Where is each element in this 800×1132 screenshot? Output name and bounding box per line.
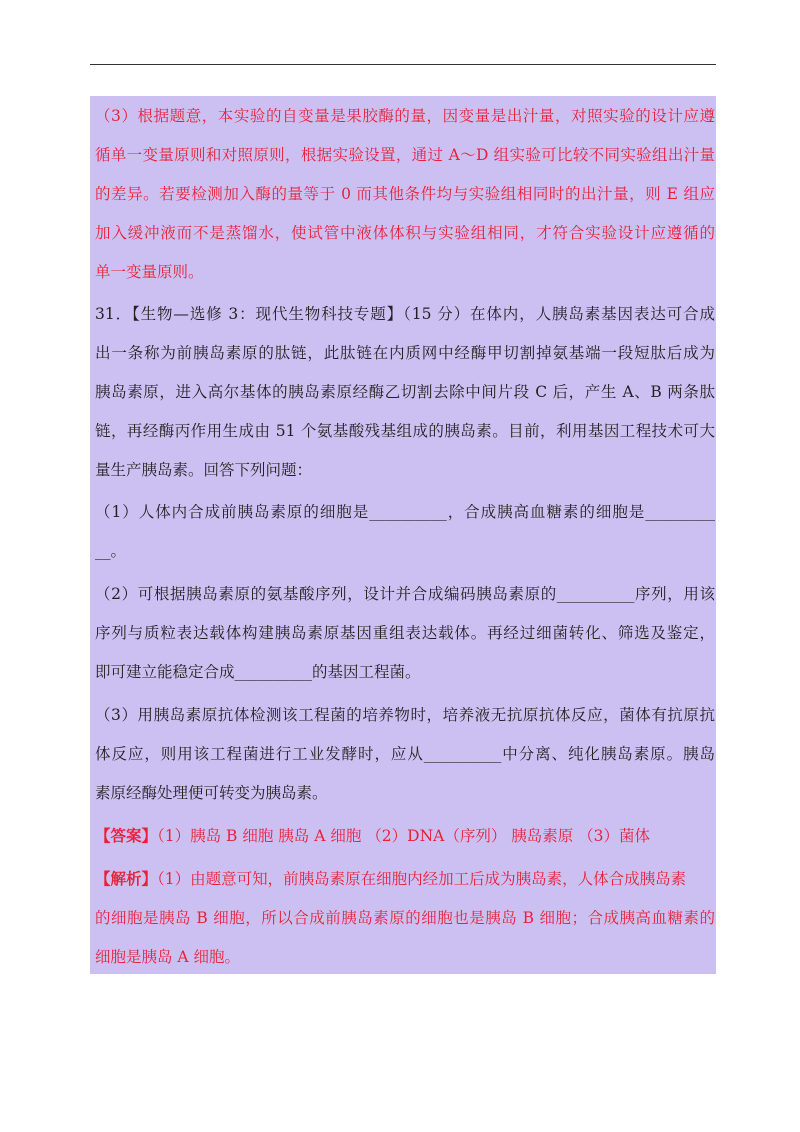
question-intro-line-2: 出一条称为前胰岛素原的肽链，此肽链在内质网中经酶甲切割掉氨基端一段短肽后成为 (95, 344, 715, 362)
analysis-prev-line-2: 循单一变量原则和对照原则，根据实验设置，通过 A～D 组实验可比较不同实验组出汁量 (95, 146, 715, 164)
analysis-first-line: （1）由题意可知，前胰岛素原在细胞内经加工后成为胰岛素，人体合成胰岛素 (157, 870, 687, 888)
question-intro-line-5: 量生产胰岛素。回答下列问题： (95, 461, 313, 479)
question-3-line-1: （3）用胰岛素原抗体检测该工程菌的培养物时，培养液无抗原抗体反应，菌体有抗原抗 (95, 706, 715, 724)
question-1-line-1: （1）人体内合成前胰岛素原的细胞是__________，合成胰高血糖素的细胞是_________ (95, 503, 715, 521)
question-1-line-2: __。 (95, 542, 127, 560)
analysis-tag: 【解析】 (95, 869, 158, 888)
analysis-prev-line-5: 单一变量原则。 (95, 263, 204, 281)
question-3-line-3: 素原经酶处理便可转变为胰岛素。 (95, 784, 328, 802)
question-intro-line-1: 31．【生物—选修 3：现代生物科技专题】（15 分）在体内，人胰岛素基因表达可合成 (95, 305, 715, 323)
analysis-prev-line-3: 的差异。若要检测加入酶的量等于 0 而其他条件均与实验组相同时的出汁量，则 E 组应 (95, 185, 715, 203)
question-2-line-1: （2）可根据胰岛素原的氨基酸序列，设计并合成编码胰岛素原的__________序列，用该 (95, 585, 715, 603)
answer-text: （1）胰岛 B 细胞 胰岛 A 细胞 （2）DNA（序列） 胰岛素原 （3）菌体 (157, 827, 651, 845)
question-3-line-2: 体反应，则用该工程菌进行工业发酵时，应从__________中分离、纯化胰岛素原。胰岛 (95, 745, 715, 763)
analysis-line-2: 的细胞是胰岛 B 细胞，所以合成前胰岛素原的细胞也是胰岛 B 细胞；合成胰高血糖素的 (95, 909, 715, 927)
answer-tag: 【答案】 (95, 826, 158, 845)
question-intro-line-4: 链，再经酶丙作用生成由 51 个氨基酸残基组成的胰岛素。目前，利用基因工程技术可大 (95, 422, 715, 440)
question-intro-line-3: 胰岛素原，进入高尔基体的胰岛素原经酶乙切割去除中间片段 C 后，产生 A、B 两条肽 (95, 383, 715, 401)
analysis-prev-line-1: （3）根据题意，本实验的自变量是果胶酶的量，因变量是出汁量，对照实验的设计应遵 (95, 107, 715, 125)
answer-line (95, 826, 715, 846)
analysis-line-3: 细胞是胰岛 A 细胞。 (95, 948, 241, 966)
analysis-line-1 (95, 869, 715, 889)
header-rule (90, 64, 716, 65)
question-2-line-3: 即可建立能稳定合成__________的基因工程菌。 (95, 663, 421, 681)
question-2-line-2: 序列与质粒表达载体构建胰岛素原基因重组表达载体。再经过细菌转化、筛选及鉴定， (95, 624, 715, 642)
analysis-prev-line-4: 加入缓冲液而不是蒸馏水，使试管中液体体积与实验组相同，才符合实验设计应遵循的 (95, 224, 715, 242)
